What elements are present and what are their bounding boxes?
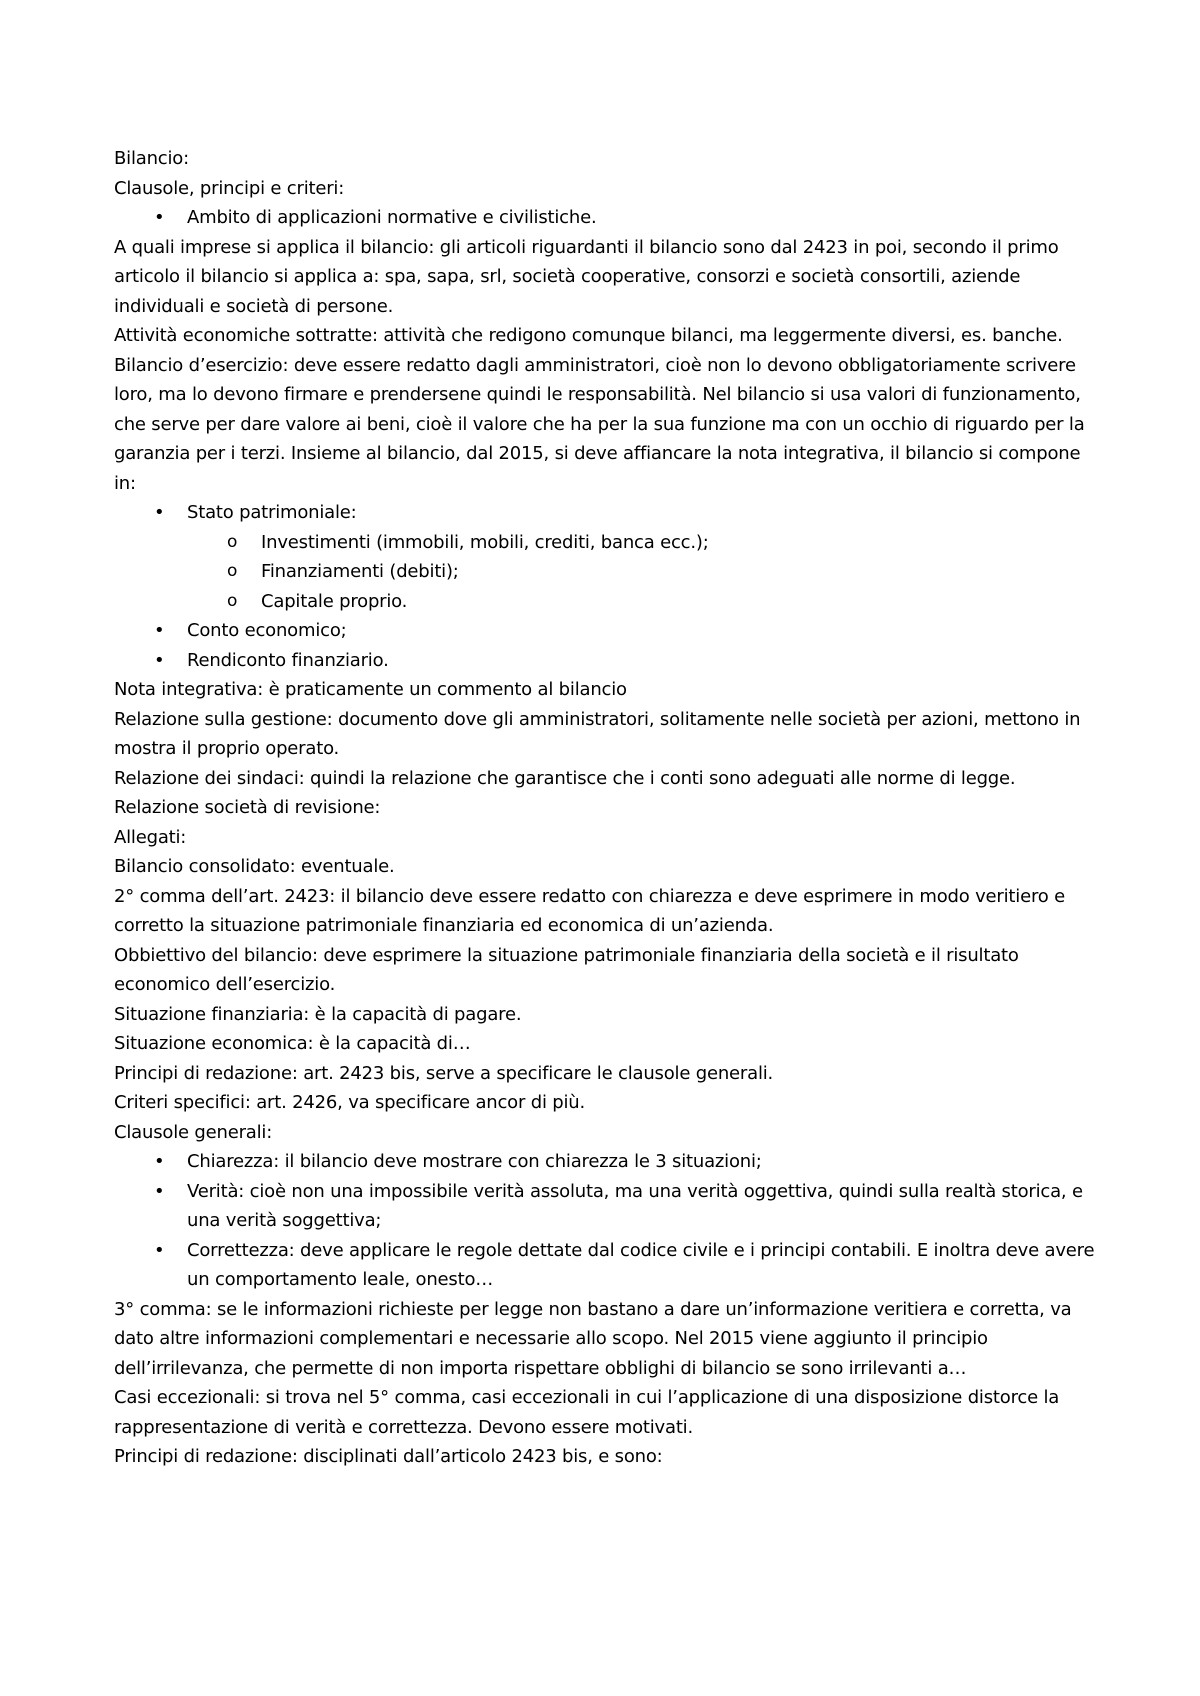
bullet-item: • Ambito di applicazioni normative e civilistiche. (114, 203, 1104, 233)
paragraph-bilancio-esercizio: Bilancio d’esercizio: deve essere redatto dagli amministratori, cioè non lo devono obbligatoriamente scrivere loro, ma lo devono firmare e prendersene quindi le responsabilità. Nel bilancio si usa valori di funzionamento, che serve per dare valore ai beni, cioè il valore che ha per la sua funzione ma con un occhio di riguardo per la garanzia per i terzi. Insieme al bilancio, dal 2015, si deve affiancare la nota integrativa, il bilancio si compone in: (114, 354, 1085, 494)
paragraph-situazione-economica: Situazione economica: è la capacità di… (114, 1033, 471, 1054)
paragraph-obbiettivo: Obbiettivo del bilancio: deve esprimere la situazione patrimoniale finanziaria della società e il risultato economico dell’esercizio. (114, 944, 1019, 995)
sub-item: o Capitale proprio. (114, 587, 1104, 617)
document-title: Bilancio: (114, 148, 189, 169)
paragraph-nota-integrativa: Nota integrativa: è praticamente un commento al bilancio (114, 679, 627, 700)
paragraph-casi-eccezionali: Casi eccezionali: si trova nel 5° comma, casi eccezionali in cui l’applicazione di una disposizione distorce la rappresentazione di verità e correttezza. Devono essere motivati. (114, 1387, 1060, 1438)
document-body (114, 144, 1104, 1472)
paragraph-clausole-generali: Clausole generali: (114, 1121, 273, 1143)
bullet-item-verita: • Verità: cioè non una impossibile verità assoluta, ma una verità oggettiva, quindi sulla realtà storica, e una verità soggettiva; (114, 1177, 1104, 1236)
paragraph-criteri-specifici: Criteri specifici: art. 2426, va specificare ancor di più. (114, 1092, 586, 1113)
bullet-item-rendiconto: • Rendiconto finanziario. (114, 646, 1104, 676)
paragraph-terzo-comma: 3° comma: se le informazioni richieste per legge non bastano a dare un’informazione veritiera e corretta, va dato altre informazioni complementari e necessarie allo scopo. Nel 2015 viene aggiunto il principio dell’irrilevanza, che permette di non importa rispettare obblighi di bilancio se sono irrilevanti a… (114, 1298, 1072, 1379)
paragraph-relazione-revisione: Relazione società di revisione: (114, 797, 381, 818)
paragraph-imprese: A quali imprese si applica il bilancio: gli articoli riguardanti il bilancio sono dal 2423 in poi, secondo il primo articolo il bilancio si applica a: spa, sapa, srl, società cooperative, consorzi e società consortili, aziende individuali e società di persone. (114, 236, 1059, 317)
bullet-list-clausole (114, 1147, 1104, 1295)
paragraph-principi-disciplinati: Principi di redazione: disciplinati dall’articolo 2423 bis, e sono: (114, 1446, 663, 1467)
paragraph-attivita: Attività economiche sottratte: attività che redigono comunque bilanci, ma leggermente diversi, es. banche. (114, 325, 1063, 346)
paragraph-principi-redazione: Principi di redazione: art. 2423 bis, serve a specificare le clausole generali. (114, 1062, 774, 1084)
paragraph-clausole: Clausole, principi e criteri: (114, 177, 345, 199)
bullet-list-components (114, 498, 1104, 675)
paragraph-allegati: Allegati: (114, 826, 187, 848)
bullet-item-correttezza: • Correttezza: deve applicare le regole dettate dal codice civile e i principi contabili. E inoltra deve avere un comportamento leale, onesto… (114, 1236, 1104, 1295)
bullet-item-label: Stato patrimoniale: (187, 502, 357, 523)
bullet-item-chiarezza: • Chiarezza: il bilancio deve mostrare con chiarezza le 3 situazioni; (114, 1147, 1104, 1177)
bullet-item-conto: • Conto economico; (114, 616, 1104, 646)
sub-list-stato (114, 528, 1104, 617)
bullet-item-stato (114, 498, 1104, 616)
paragraph-relazione-sindaci: Relazione dei sindaci: quindi la relazione che garantisce che i conti sono adeguati alle norme di legge. (114, 767, 1016, 789)
paragraph-bilancio-consolidato: Bilancio consolidato: eventuale. (114, 856, 395, 877)
sub-item: o Investimenti (immobili, mobili, crediti, banca ecc.); (114, 528, 1104, 558)
paragraph-secondo-comma: 2° comma dell’art. 2423: il bilancio deve essere redatto con chiarezza e deve esprimere in modo veritiero e corretto la situazione patrimoniale finanziaria ed economica di un’azienda. (114, 885, 1065, 936)
paragraph-situazione-finanziaria: Situazione finanziaria: è la capacità di pagare. (114, 1003, 522, 1025)
sub-item: o Finanziamenti (debiti); (114, 557, 1104, 587)
paragraph-relazione-gestione: Relazione sulla gestione: documento dove gli amministratori, solitamente nelle società per azioni, mettono in mostra il proprio operato. (114, 708, 1081, 759)
bullet-list-ambito (114, 203, 1104, 233)
